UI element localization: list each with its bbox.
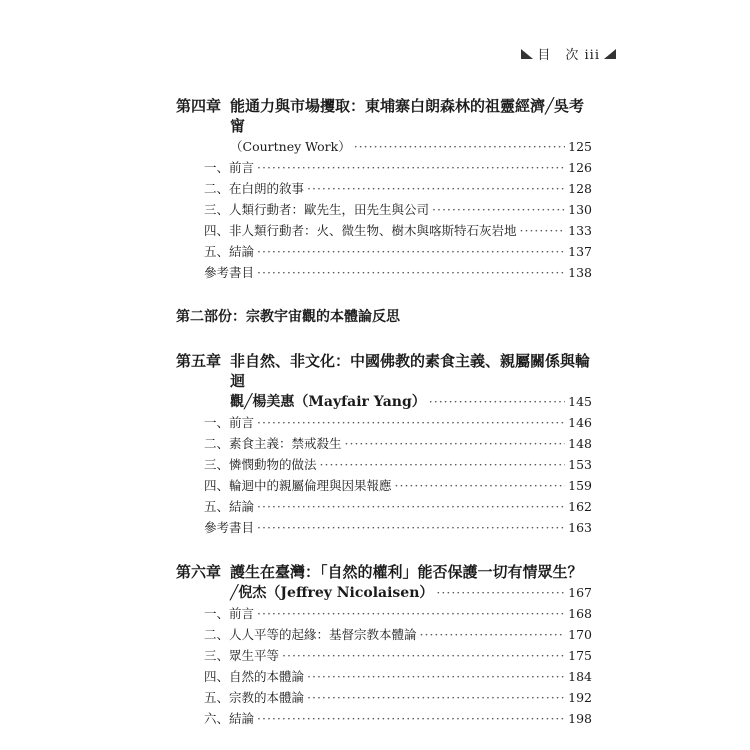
leader-dots [420,624,566,645]
references-label: 參考書目 [204,265,255,280]
page-number: 184 [568,669,592,684]
chapter6-heading [176,562,592,582]
leader-dots [257,496,565,517]
toc-entry[interactable] [176,645,592,666]
right-triangle-icon [604,49,616,59]
chapter4-label: 第四章 [176,97,222,115]
section-label: 二、素食主義：禁戒殺生 [204,436,342,451]
toc-entry[interactable] [176,475,592,496]
chapter5-label: 第五章 [176,352,222,370]
section-label: 四、自然的本體論 [204,669,305,684]
page-number: 192 [568,690,592,705]
toc-entry[interactable] [176,178,592,199]
page-number: 148 [568,436,592,451]
page-number: 133 [568,223,592,238]
section-label: 四、非人類行動者：火、微生物、樹木與喀斯特石灰岩地 [204,223,517,238]
part2-title: 第二部份：宗教宇宙觀的本體論反思 [176,309,400,325]
toc-entry[interactable] [176,708,592,729]
toc-entry[interactable] [176,412,592,433]
section-label: 二、人人平等的起緣：基督宗教本體論 [204,627,417,642]
leader-dots [307,178,565,199]
running-header [521,44,616,63]
page-number: 175 [568,648,592,663]
toc-entry-references[interactable] [176,262,592,283]
page-number: 153 [568,457,592,472]
leader-dots [436,582,565,603]
toc-entry[interactable] [176,496,592,517]
leader-dots [354,136,565,157]
page-number: 128 [568,181,592,196]
page-number: 162 [568,499,592,514]
section-label: 一、前言 [204,415,255,430]
leader-dots [395,475,566,496]
toc-entry[interactable] [176,199,592,220]
leader-dots [520,220,566,241]
chapter6-byline-row[interactable] [176,582,592,603]
section-label: 三、眾生平等 [204,648,280,663]
toc-entry-references[interactable] [176,517,592,538]
section-label: 一、前言 [204,606,255,621]
page-number: 126 [568,160,592,175]
chapter4-heading [176,96,592,136]
page-number: 138 [568,265,592,280]
header-text: 目 次 iii [537,48,600,63]
chapter5-heading [176,351,592,391]
section-label: 四、輪迴中的親屬倫理與因果報應 [204,478,392,493]
page-number: 146 [568,415,592,430]
references-label: 參考書目 [204,520,255,535]
leader-dots [429,391,565,412]
toc-entry[interactable] [176,603,592,624]
leader-dots [320,454,566,475]
toc-entry[interactable] [176,687,592,708]
toc-entry[interactable] [176,666,592,687]
page-number: 159 [568,478,592,493]
leader-dots [307,666,565,687]
leader-dots [257,517,565,538]
toc-entry[interactable] [176,157,592,178]
page-number: 168 [568,606,592,621]
leader-dots [257,708,565,729]
leader-dots [257,241,565,262]
page-number: 145 [568,394,592,409]
leader-dots [257,412,565,433]
page-number: 130 [568,202,592,217]
section-label: 三、憐憫動物的做法 [204,457,317,472]
page-number: 125 [568,139,592,154]
chapter5-title: 非自然、非文化：中國佛教的素食主義、親屬關係與輪迴 [230,352,591,390]
leader-dots [282,645,565,666]
page-number: 198 [568,711,592,726]
chapter4-title: 能通力與市場攫取：東埔寨白朗森林的祖靈經濟╱吳考甯 [230,97,585,135]
chapter6-byline: ╱倪杰（Jeffrey Nicolaisen） [230,585,434,601]
section-label: 二、在白朗的敘事 [204,181,305,196]
section-label: 五、結論 [204,244,255,259]
chapter5-byline-row[interactable] [176,391,592,412]
section-label: 五、結論 [204,499,255,514]
table-of-contents [176,96,592,729]
leader-dots [257,262,565,283]
chapter4-byline: （Courtney Work） [230,139,351,154]
page-number: 170 [568,627,592,642]
chapter5-byline: 觀╱楊美惠（Mayfair Yang） [230,394,426,410]
chapter4-byline-row[interactable] [176,136,592,157]
toc-entry[interactable] [176,624,592,645]
toc-entry[interactable] [176,433,592,454]
toc-entry[interactable] [176,241,592,262]
chapter6-title: 護生在臺灣：「自然的權利」能否保護一切有情眾生？ [230,563,583,581]
leader-dots [257,157,565,178]
page-number: 167 [568,585,592,600]
toc-entry[interactable] [176,454,592,475]
chapter6-label: 第六章 [176,563,222,581]
section-label: 六、結論 [204,711,255,726]
page-number: 137 [568,244,592,259]
toc-entry[interactable] [176,220,592,241]
page-number: 163 [568,520,592,535]
leader-dots [432,199,565,220]
section-label: 三、人類行動者：歐先生，田先生與公司 [204,202,430,217]
leader-dots [307,687,565,708]
left-triangle-icon [521,49,533,59]
leader-dots [345,433,566,454]
section-label: 一、前言 [204,160,255,175]
section-label: 五、宗教的本體論 [204,690,305,705]
leader-dots [257,603,565,624]
